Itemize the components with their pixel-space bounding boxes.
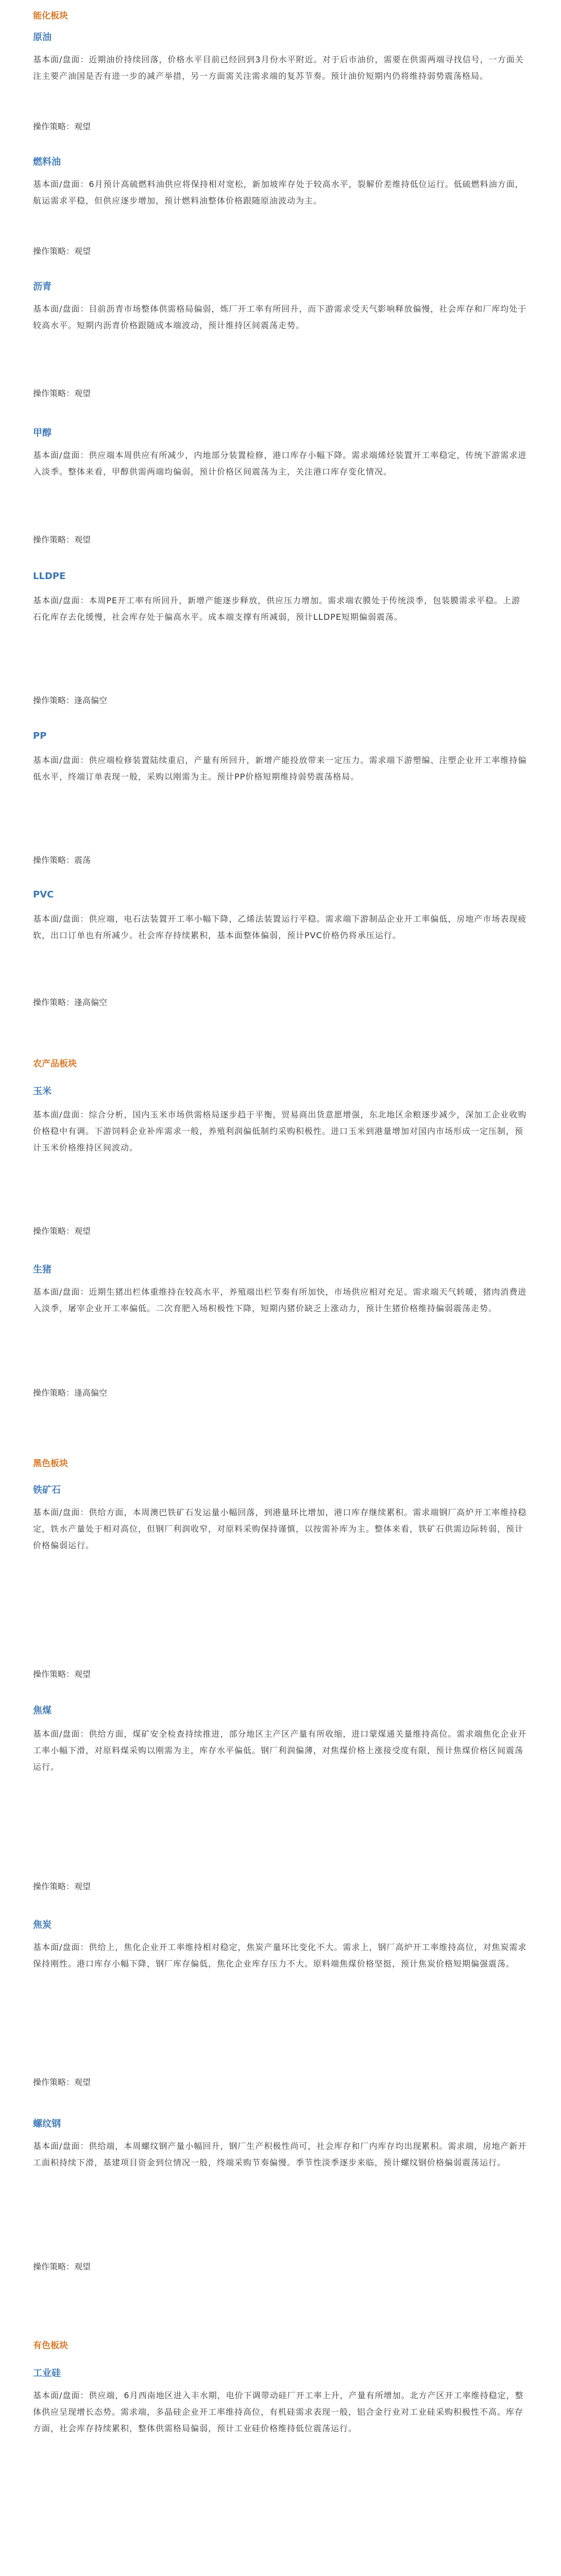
- section-title: 能化板块: [33, 11, 68, 21]
- commodity-name: PVC: [33, 889, 54, 900]
- strategy-text: 操作策略：观望: [33, 122, 91, 131]
- analysis-text: 基本面/盘面：供给方面，煤矿安全检查持续推进，部分地区主产区产量有所收缩，进口蒙煤通关量维持高位。需求端焦化企业开工率小幅下滑，对原料煤采购以刚需为主，库存水平偏低。钢厂利润偏薄，对焦煤价格上涨接受度有限，预计焦煤价格区间震荡运行。: [33, 1729, 527, 1772]
- strategy-text: 操作策略：观望: [33, 246, 91, 256]
- section-title: 农产品板块: [33, 1059, 77, 1069]
- commodity-name: 甲醇: [33, 428, 52, 438]
- strategy-text: 操作策略：观望: [33, 388, 91, 398]
- strategy-text: 操作策略：逢高偏空: [33, 1388, 108, 1398]
- analysis-text: 基本面/盘面：供应端，6月西南地区进入丰水期，电价下调带动硅厂开工率上升，产量有所增加。北方产区开工率维持稳定，整体供应呈现增长态势。需求端，多晶硅企业开工率维持高位，有机硅需求表现一般，铝合金行业对工业硅采购积极性不高。库存方面，社会库存持续累积，整体供需格局偏弱，预计工业硅价格维持低位震荡运行。: [33, 2391, 524, 2433]
- section-title: 黑色板块: [33, 1459, 68, 1469]
- strategy-text: 操作策略：逢高偏空: [33, 997, 108, 1007]
- commodity-name: 生猪: [33, 1264, 52, 1275]
- analysis-text: 基本面/盘面：供应端本周供应有所减少，内地部分装置检修，港口库存小幅下降。需求端烯烃装置开工率稳定，传统下游需求进入淡季。整体来看，甲醇供需两端均偏弱，预计价格区间震荡为主，关注港口库存变化情况。: [33, 450, 527, 477]
- analysis-text: 基本面/盘面：本周PE开工率有所回升，新增产能逐步释放，供应压力增加。需求端农膜处于传统淡季，包装膜需求平稳。上游石化库存去化缓慢，社会库存处于偏高水平。成本端支撑有所减弱，预计LLDPE短期偏弱震荡。: [33, 596, 521, 622]
- commodity-name: 沥青: [33, 281, 52, 292]
- analysis-text: 基本面/盘面：供应端，电石法装置开工率小幅下降，乙烯法装置运行平稳。需求端下游制品企业开工率偏低，房地产市场表现疲软，出口订单也有所减少。社会库存持续累积，基本面整体偏弱，预计PVC价格仍将承压运行。: [33, 914, 527, 940]
- analysis-text: 基本面/盘面：目前沥青市场整体供需格局偏弱，炼厂开工率有所回升，而下游需求受天气影响释放偏慢，社会库存和厂库均处于较高水平。短期内沥青价格跟随成本端波动，预计维持区间震荡走势。: [33, 304, 527, 330]
- commodity-name: 燃料油: [33, 157, 61, 167]
- strategy-text: 操作策略：观望: [33, 2077, 91, 2087]
- analysis-text: 基本面/盘面：6月预计高硫燃料油供应将保持相对宽松，新加坡库存处于较高水平，裂解价差维持低位运行。低硫燃料油方面，航运需求平稳，但供应逐步增加，预计燃料油整体价格跟随原油波动为主。: [33, 179, 524, 206]
- strategy-text: 操作策略：观望: [33, 2262, 91, 2272]
- commodity-name: 玉米: [33, 1086, 52, 1097]
- commodity-name: 铁矿石: [33, 1485, 61, 1496]
- analysis-text: 基本面/盘面：供给上，焦化企业开工率维持相对稳定，焦炭产量环比变化不大。需求上，钢厂高炉开工率维持高位，对焦炭需求保持刚性。港口库存小幅下降，钢厂库存偏低，焦化企业库存压力不大。原料端焦煤价格坚挺，预计焦炭价格短期偏强震荡。: [33, 1942, 527, 1969]
- strategy-text: 操作策略：逢高偏空: [33, 696, 108, 705]
- analysis-text: 基本面/盘面：近期生猪出栏体重维持在较高水平，养殖端出栏节奏有所加快，市场供应相对充足。需求端天气转暖，猪肉消费进入淡季，屠宰企业开工率偏低。二次育肥入场积极性下降，短期内猪价缺乏上涨动力，预计生猪价格维持偏弱震荡走势。: [33, 1287, 527, 1313]
- commodity-name: 工业硅: [33, 2368, 61, 2379]
- analysis-text: 基本面/盘面：供给端，本周螺纹钢产量小幅回升，钢厂生产积极性尚可，社会库存和厂内库存均出现累积。需求端，房地产新开工面积持续下滑，基建项目资金到位情况一般，终端采购节奏偏慢。季节性淡季逐步来临，预计螺纹钢价格偏弱震荡运行。: [33, 2141, 527, 2167]
- strategy-text: 操作策略：震荡: [33, 855, 91, 865]
- commodity-name: 螺纹钢: [33, 2119, 61, 2129]
- commodity-block: [33, 30, 528, 43]
- analysis-text: 基本面/盘面：近期油价持续回落，价格水平目前已经回到3月份水平附近。对于后市油价，需要在供需两端寻找信号，一方面关注主要产油国是否有进一步的减产举措，另一方面需关注需求端的复苏节奏。预计油价短期内仍将维持弱势震荡格局。: [33, 55, 524, 81]
- analysis-text: 基本面/盘面：综合分析，国内玉米市场供需格局逐步趋于平衡，贸易商出货意愿增强，东北地区余粮逐步减少，深加工企业收购价格稳中有调。下游饲料企业补库需求一般，养殖利润偏低制约采购积极性。进口玉米到港量增加对国内市场形成一定压制，预计玉米价格维持区间波动。: [33, 1110, 527, 1153]
- analysis-text: 基本面/盘面：供给方面，本周澳巴铁矿石发运量小幅回落，到港量环比增加，港口库存继续累积。需求端钢厂高炉开工率维持稳定，铁水产量处于相对高位，但钢厂利润收窄，对原料采购保持谨慎，以按需补库为主。整体来看，铁矿石供需边际转弱，预计价格偏弱运行。: [33, 1507, 527, 1550]
- strategy-text: 操作策略：观望: [33, 1226, 91, 1236]
- commodity-name: 焦煤: [33, 1705, 52, 1716]
- section-title: 有色板块: [33, 2341, 68, 2351]
- strategy-text: 操作策略：观望: [33, 1882, 91, 1891]
- analysis-text: 基本面/盘面：供应端检修装置陆续重启，产量有所回升，新增产能投放带来一定压力。需求端下游塑编、注塑企业开工率维持偏低水平，终端订单表现一般，采购以刚需为主。预计PP价格短期维持弱势震荡格局。: [33, 755, 527, 782]
- commodity-name: 焦炭: [33, 1920, 52, 1930]
- commodity-name: LLDPE: [33, 571, 66, 582]
- commodity-analysis: [33, 52, 528, 84]
- commodity-name: PP: [33, 731, 47, 741]
- commodity-name: 原油: [33, 32, 52, 43]
- strategy-text: 操作策略：观望: [33, 535, 91, 545]
- strategy-text: 操作策略：观望: [33, 1669, 91, 1679]
